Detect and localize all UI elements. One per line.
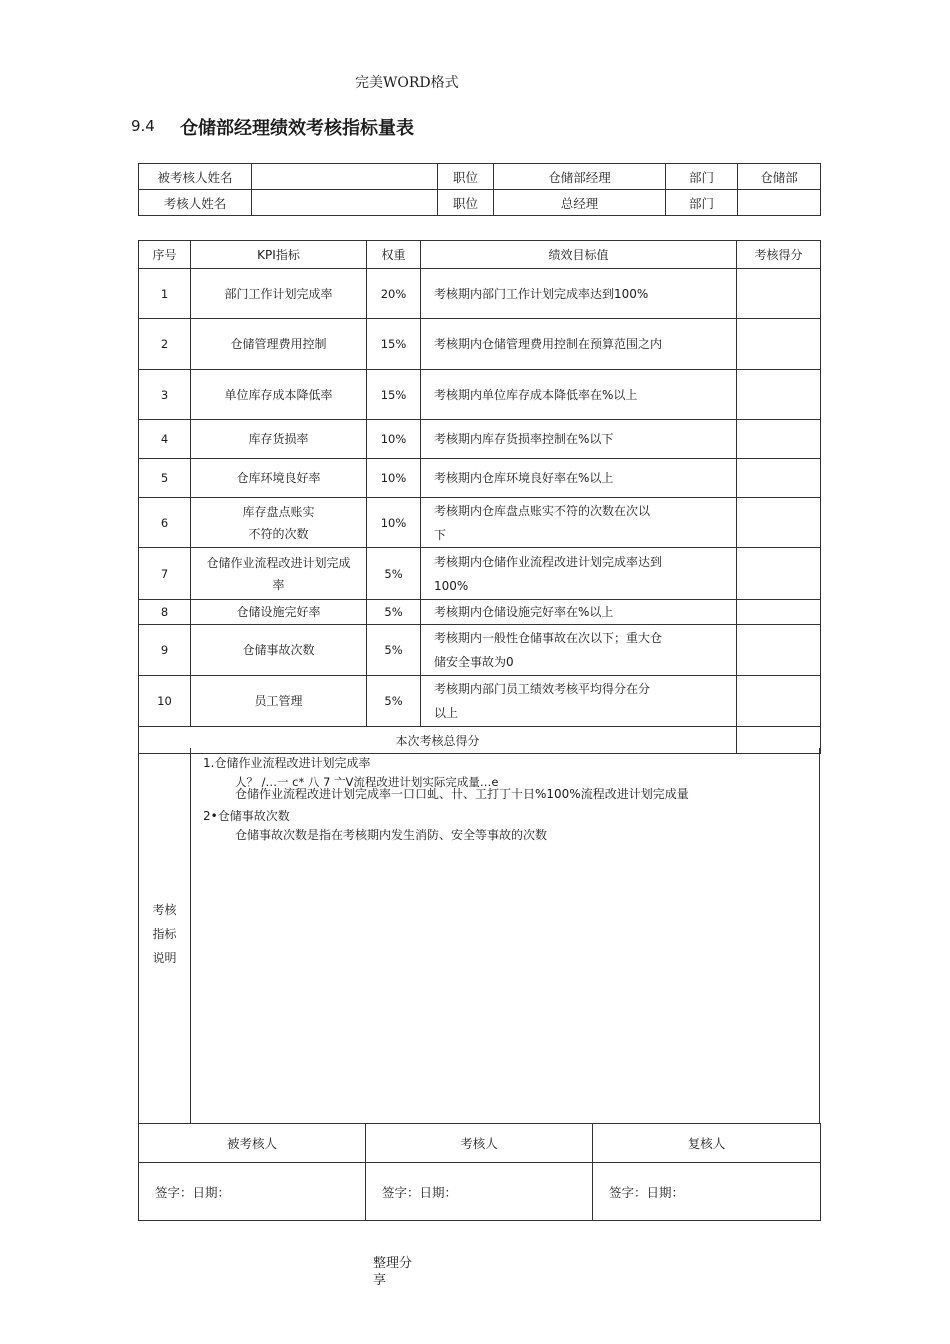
kpi-row-indicator: 库存货损率 [191,420,367,459]
assessee-name-label: 被考核人姓名 [139,164,252,190]
explanation-label: 考核 指标 说明 [152,903,177,965]
kpi-row-weight: 5% [367,676,421,727]
assessor-position-value: 总经理 [494,190,666,216]
kpi-row-target: 考核期内仓储管理费用控制在预算范围之内 [421,319,737,370]
assessor-name-field[interactable] [252,190,438,216]
kpi-row-no: 2 [139,319,191,370]
section-title: 仓储部经理绩效考核指标量表 [180,118,414,139]
kpi-row-indicator: 部门工作计划完成率 [191,269,367,319]
kpi-row-score-field[interactable] [737,370,821,420]
kpi-row-indicator: 仓储作业流程改进计划完成 率 [191,548,367,600]
signature-table [138,1123,821,1221]
assessee-sign-header: 被考核人 [139,1124,366,1163]
kpi-row [139,370,821,420]
item1-formula-top: 人？ /…一 c* 八 7 亠V流程改进计划实际完成量…e [235,775,499,789]
section-number: 9.4 [131,117,155,135]
kpi-row [139,319,821,370]
kpi-row-score-field[interactable] [737,548,821,600]
page-header: 完美WORD格式 [355,75,459,91]
assessee-dept-label: 部门 [666,164,738,190]
kpi-row-weight: 5% [367,548,421,600]
kpi-row-score-field[interactable] [737,498,821,548]
kpi-row [139,459,821,498]
kpi-row-target: 考核期内库存货损率控制在%以下 [421,420,737,459]
kpi-row [139,498,821,548]
info-table [138,163,821,216]
assessor-dept-label: 部门 [666,190,738,216]
total-label: 本次考核总得分 [139,727,737,754]
assessor-name-label: 考核人姓名 [139,190,252,216]
kpi-row-weight: 15% [367,370,421,420]
header-kpi: KPI指标 [191,241,367,269]
kpi-row-indicator: 员工管理 [191,676,367,727]
header-score: 考核得分 [737,241,821,269]
page-footer: 整理分享 [373,1256,413,1288]
reviewer-signature-field[interactable]: 签字：日期： [593,1163,821,1221]
assessor-position-label: 职位 [438,190,494,216]
kpi-row-score-field[interactable] [737,319,821,370]
kpi-row-score-field[interactable] [737,625,821,676]
kpi-row-no: 3 [139,370,191,420]
kpi-row [139,548,821,600]
kpi-row-target: 考核期内部门工作计划完成率达到100% [421,269,737,319]
kpi-table [138,240,821,754]
kpi-row-weight: 10% [367,420,421,459]
kpi-row-score-field[interactable] [737,676,821,727]
kpi-row-indicator: 单位库存成本降低率 [191,370,367,420]
explanation-box [138,748,820,1123]
kpi-row-target: 考核期内仓库盘点账实不符的次数在次以 下 [421,498,737,548]
kpi-row-score-field[interactable] [737,600,821,625]
assessee-dept-value: 仓储部 [738,164,821,190]
item2-title: 2•仓储事故次数 [203,809,290,823]
kpi-row-indicator: 仓储事故次数 [191,625,367,676]
kpi-row-weight: 10% [367,459,421,498]
kpi-row-no: 5 [139,459,191,498]
kpi-row-target: 考核期内仓储设施完好率在%以上 [421,600,737,625]
kpi-row-indicator: 库存盘点账实 不符的次数 [191,498,367,548]
kpi-row-indicator: 仓储管理费用控制 [191,319,367,370]
signature-header-row [139,1124,821,1163]
signature-row [139,1163,821,1221]
kpi-row-target: 考核期内单位库存成本降低率在%以上 [421,370,737,420]
kpi-row-no: 6 [139,498,191,548]
kpi-row [139,625,821,676]
header-no: 序号 [139,241,191,269]
kpi-row-no: 10 [139,676,191,727]
kpi-row-no: 7 [139,548,191,600]
kpi-row [139,600,821,625]
header-weight: 权重 [367,241,421,269]
explanation-divider [190,748,191,1123]
item1-formula-bottom: 仓储作业流程改进计划完成率一口口虬、卄、工打丁十日%100%流程改进计划完成量 [235,787,689,801]
info-row-assessor [139,190,821,216]
kpi-row-weight: 10% [367,498,421,548]
kpi-row-weight: 15% [367,319,421,370]
kpi-row-no: 1 [139,269,191,319]
kpi-row-no: 9 [139,625,191,676]
assessee-signature-field[interactable]: 签字：日期： [139,1163,366,1221]
kpi-row-target: 考核期内一般性仓储事故在次以下；重大仓 储安全事故为0 [421,625,737,676]
kpi-row-target: 考核期内仓储作业流程改进计划完成率达到 100% [421,548,737,600]
kpi-row-no: 4 [139,420,191,459]
assessor-sign-header: 考核人 [366,1124,593,1163]
kpi-row-target: 考核期内部门员工绩效考核平均得分在分 以上 [421,676,737,727]
kpi-row-weight: 5% [367,600,421,625]
kpi-header-row [139,241,821,269]
assessee-position-value: 仓储部经理 [494,164,666,190]
reviewer-sign-header: 复核人 [593,1124,821,1163]
header-target: 绩效目标值 [421,241,737,269]
assessee-position-label: 职位 [438,164,494,190]
item2-description: 仓储事故次数是指在考核期内发生消防、安全等事故的次数 [235,828,548,842]
kpi-row-indicator: 仓库环境良好率 [191,459,367,498]
info-row-assessee [139,164,821,190]
kpi-row [139,269,821,319]
kpi-row-score-field[interactable] [737,420,821,459]
kpi-row-score-field[interactable] [737,269,821,319]
assessee-name-field[interactable] [252,164,438,190]
kpi-row [139,420,821,459]
kpi-row [139,676,821,727]
assessor-dept-value[interactable] [738,190,821,216]
kpi-row-weight: 5% [367,625,421,676]
item1-title: 1.仓储作业流程改进计划完成率 [203,756,371,770]
kpi-row-score-field[interactable] [737,459,821,498]
kpi-row-weight: 20% [367,269,421,319]
kpi-row-no: 8 [139,600,191,625]
kpi-row-target: 考核期内仓库环境良好率在%以上 [421,459,737,498]
assessor-signature-field[interactable]: 签字：日期： [366,1163,593,1221]
kpi-row-indicator: 仓储设施完好率 [191,600,367,625]
